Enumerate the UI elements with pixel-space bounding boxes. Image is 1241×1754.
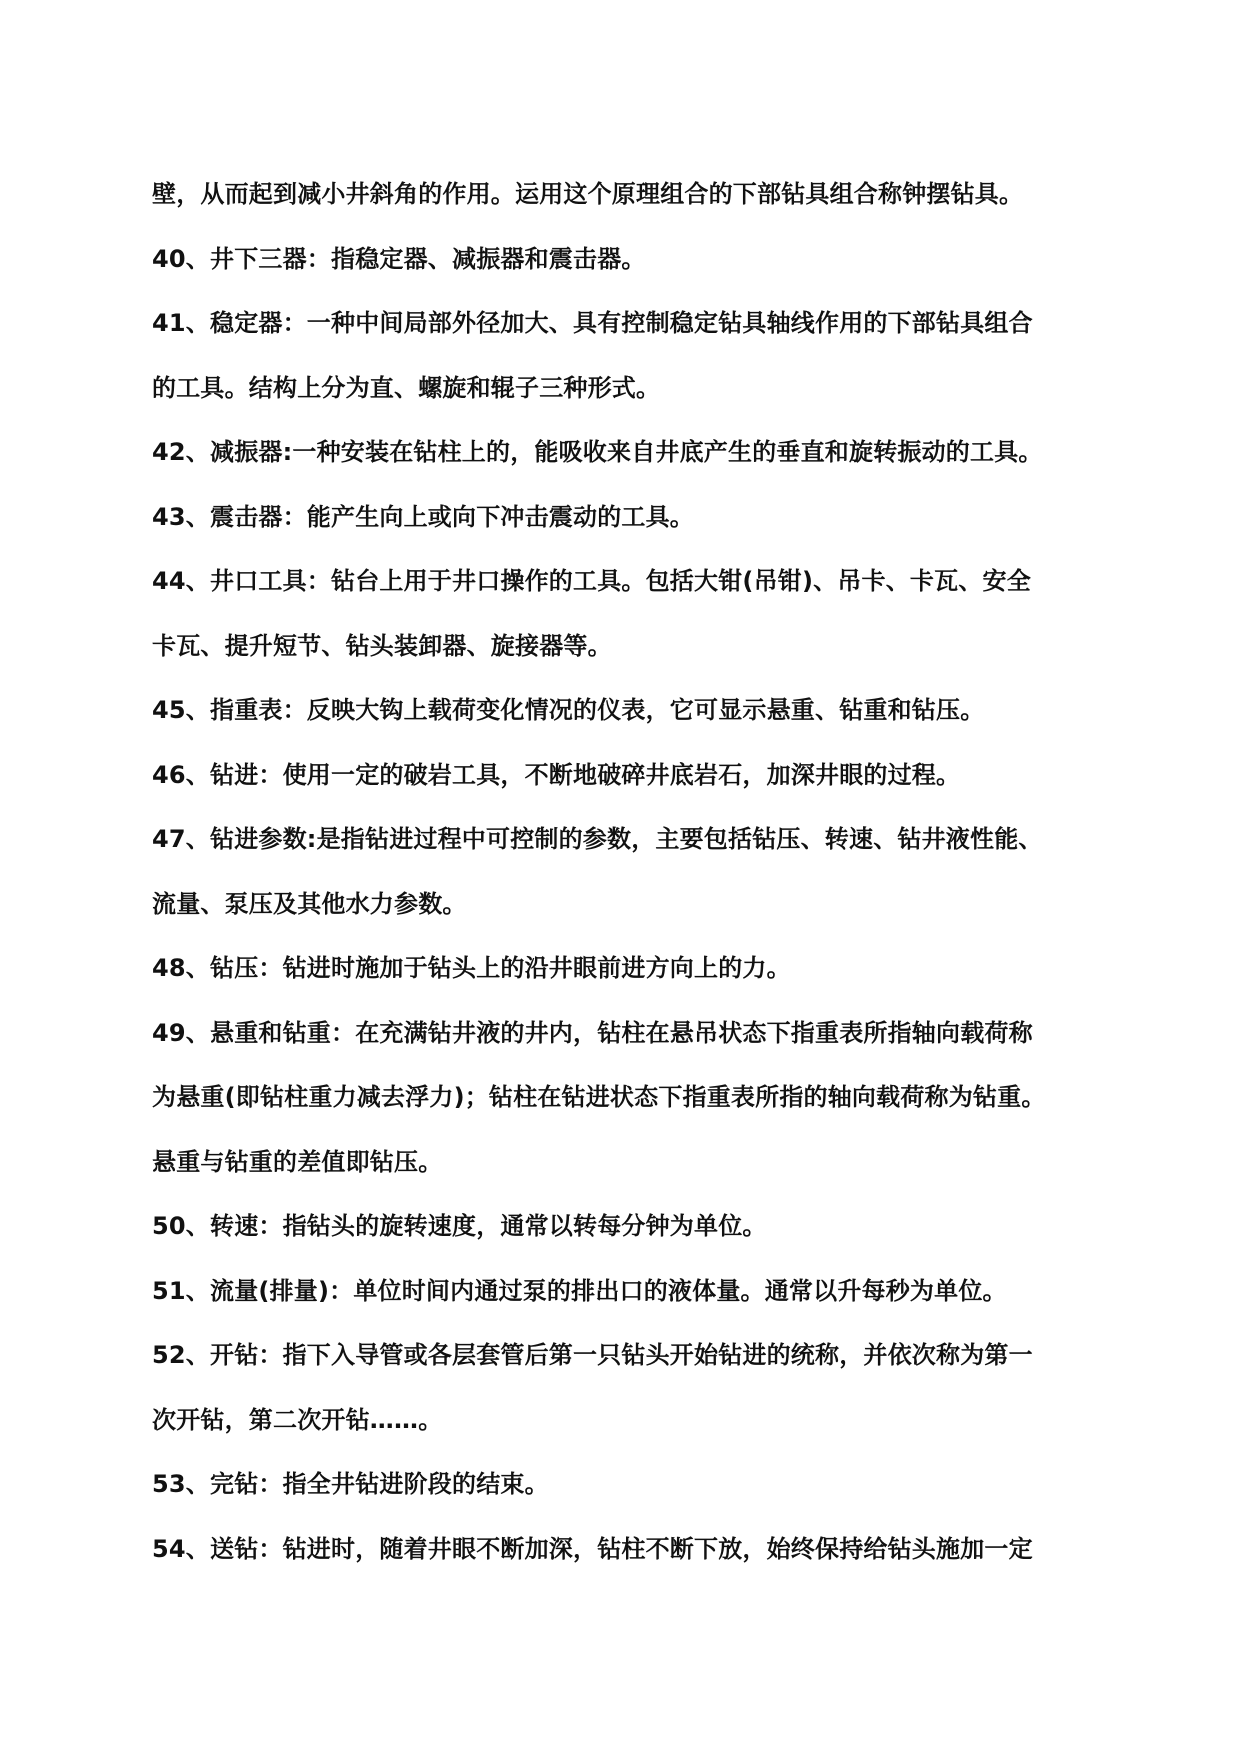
text-line: 40、井下三器：指稳定器、减振器和震击器。 xyxy=(152,244,646,273)
text-line: 50、转速：指钻头的旋转速度，通常以转每分钟为单位。 xyxy=(152,1212,767,1240)
text-line: 53、完钻：指全井钻进阶段的结束。 xyxy=(152,1470,549,1498)
text-line: 42、减振器:一种安装在钻柱上的，能吸收来自井底产生的垂直和旋转振动的工具。 xyxy=(152,438,1043,466)
text-line: 46、钻进：使用一定的破岩工具，不断地破碎井底岩石，加深井眼的过程。 xyxy=(152,760,961,789)
text-line: 为悬重(即钻柱重力减去浮力)；钻柱在钻进状态下指重表所指的轴向载荷称为钻重。 xyxy=(152,1083,1046,1111)
text-line: 次开钻，第二次开钻……。 xyxy=(152,1405,443,1434)
text-line: 流量、泵压及其他水力参数。 xyxy=(152,889,467,918)
text-line: 51、流量(排量)：单位时间内通过泵的排出口的液体量。通常以升每秒为单位。 xyxy=(152,1276,1007,1305)
document-body xyxy=(152,162,1064,1581)
text-line: 45、指重表：反映大钩上载荷变化情况的仪表，它可显示悬重、钻重和钻压。 xyxy=(152,696,985,724)
text-line: 41、稳定器：一种中间局部外径加大、具有控制稳定钻具轴线作用的下部钻具组合 xyxy=(152,309,1033,337)
text-line: 48、钻压：钻进时施加于钻头上的沿井眼前进方向上的力。 xyxy=(152,954,791,982)
text-line: 54、送钻：钻进时，随着井眼不断加深，钻柱不断下放，始终保持给钻头施加一定 xyxy=(152,1534,1033,1563)
text-line: 卡瓦、提升短节、钻头装卸器、旋接器等。 xyxy=(152,631,612,660)
text-line: 43、震击器：能产生向上或向下冲击震动的工具。 xyxy=(152,502,694,531)
text-line: 49、悬重和钻重：在充满钻井液的井内，钻柱在悬吊状态下指重表所指轴向载荷称 xyxy=(152,1018,1033,1047)
text-line: 的工具。结构上分为直、螺旋和辊子三种形式。 xyxy=(152,373,661,402)
text-line: 44、井口工具：钻台上用于井口操作的工具。包括大钳(吊钳)、吊卡、卡瓦、安全 xyxy=(152,567,1031,595)
text-line: 52、开钻：指下入导管或各层套管后第一只钻头开始钻进的统称，并依次称为第一 xyxy=(152,1341,1033,1369)
text-line: 悬重与钻重的差值即钻压。 xyxy=(152,1147,443,1176)
text-line: 壁，从而起到减小井斜角的作用。运用这个原理组合的下部钻具组合称钟摆钻具。 xyxy=(152,180,1024,208)
text-line: 47、钻进参数:是指钻进过程中可控制的参数，主要包括钻压、转速、钻井液性能、 xyxy=(152,825,1043,853)
